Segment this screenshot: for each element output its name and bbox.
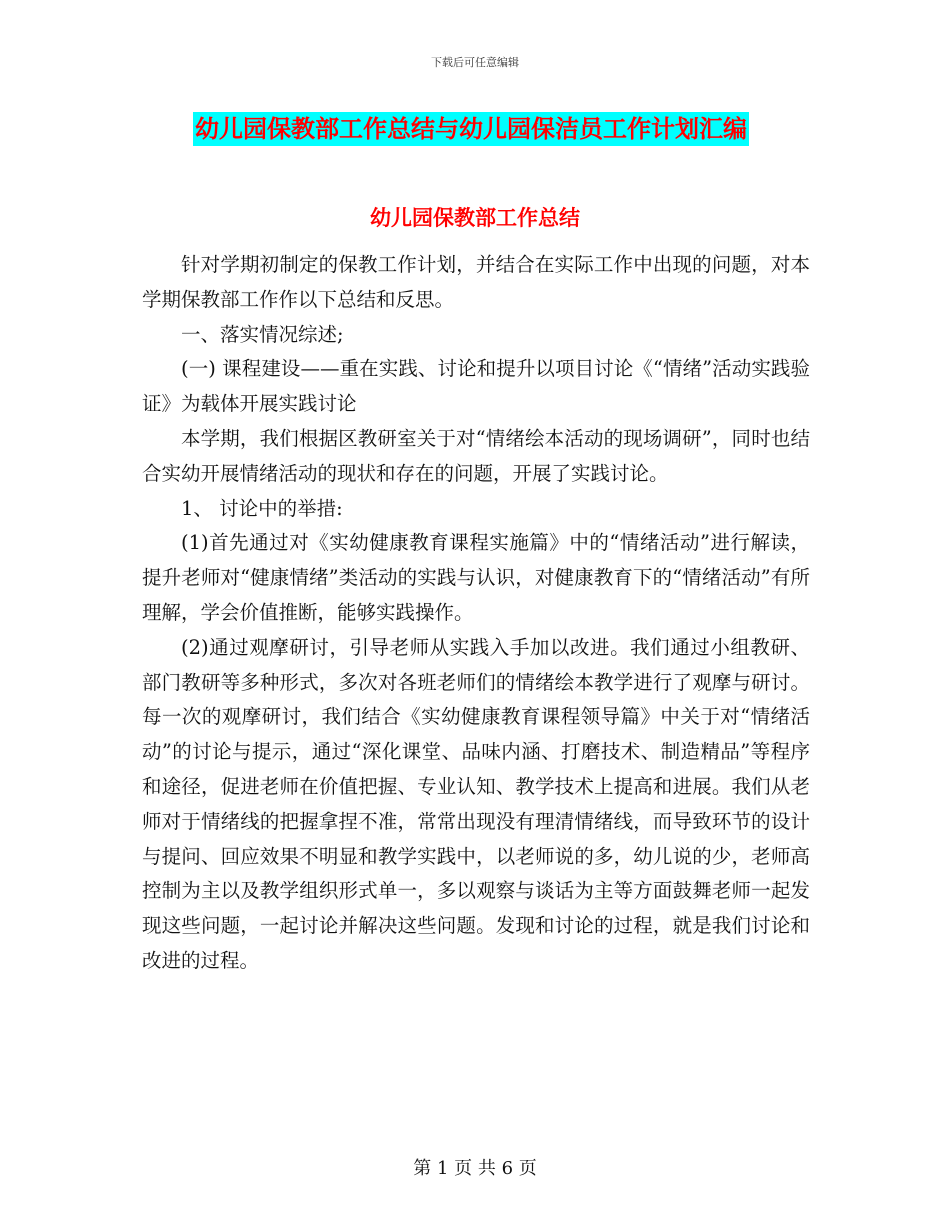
body-text [142, 248, 810, 979]
paragraph-measure-1: (1)首先通过对《实幼健康教育课程实施篇》中的“情绪活动”进行解读，提升老师对“健康情绪”类活动的实践与认识，对健康教育下的“情绪活动”有所理解，学会价值推断，能够实践操作。 [142, 531, 810, 624]
header-note: 下载后可任意编辑 [431, 56, 519, 69]
document-title: 幼儿园保教部工作总结与幼儿园保洁员工作计划汇编 [193, 112, 749, 146]
paragraph-semester: 本学期，我们根据区教研室关于对“情绪绘本活动的现场调研”，同时也结合实幼开展情绪活动的现状和存在的问题，开展了实践讨论。 [142, 426, 810, 485]
paragraph-intro: 针对学期初制定的保教工作计划，并结合在实际工作中出现的问题，对本学期保教部工作作以下总结和反思。 [142, 253, 810, 311]
paragraph-heading-1: 一、落实情况综述; [181, 322, 344, 346]
section-title: 幼儿园保教部工作总结 [370, 206, 580, 230]
paragraph-subheading-1: (一) 课程建设——重在实践、讨论和提升以项目讨论《“情绪”活动实践验证》为载体开展实践讨论 [142, 357, 810, 416]
page-number: 第 1 页 共 6 页 [413, 1158, 537, 1179]
paragraph-measure-2: (2)通过观摩研讨，引导老师从实践入手加以改进。我们通过小组教研、部门教研等多种形式，多次对各班老师们的情绪绘本教学进行了观摩与研讨。每一次的观摩研讨，我们结合《实幼健康教育课程领导篇》中关于对“情绪活动”的讨论与提示，通过“深化课堂、品味内涵、打磨技术、制造精品”等程序和途径，促进老师在价值把握、专业认知、教学技术上提高和进展。我们从老师对于情绪线的把握拿捏不准，常常出现没有理清情绪线，而导致环节的设计与提问、回应效果不明显和教学实践中，以老师说的多，幼儿说的少，老师高控制为主以及教学组织形式单一，多以观察与谈话为主等方面鼓舞老师一起发现这些问题，一起讨论并解决这些问题。发现和讨论的过程，就是我们讨论和改进的过程。 [142, 635, 810, 972]
paragraph-measures-heading: 1、 讨论中的举措: [181, 496, 343, 520]
